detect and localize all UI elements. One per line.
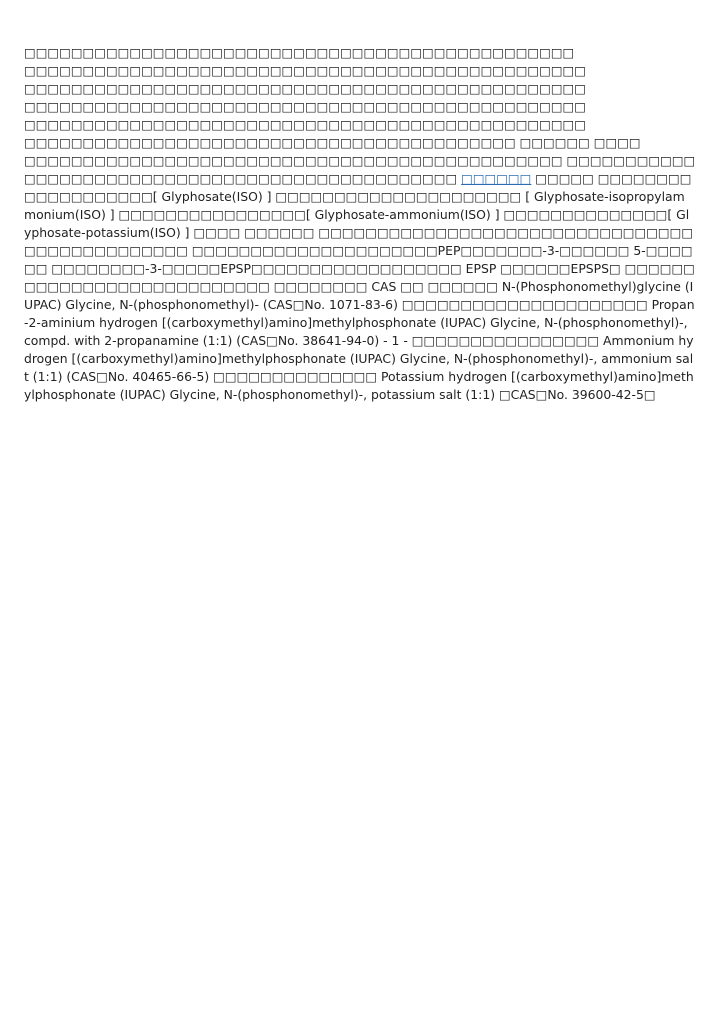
document-link[interactable]: □□□□□□ [461, 171, 532, 186]
text-line: □□□□□□□□□□□□□□□□□□□□□□□□□□□□□□□□□□□□□□□□□□ □□□□□□ □□□□ [24, 135, 641, 150]
paragraph-rest-text: □□□□□ □□□□□□□□□□□□□□□□□□□[ Glyphosate(ISO) ] □□□□□□□□□□□□□□□□□□□□□ [ Glyphosate-isopropylammonium(ISO) ] □□□□□□□□□□□□□□□□[ Glyphosate-ammonium(ISO) ] □□□□□□□□□□□□□□[ Glyphosate-potassium(ISO) ] □□□□ □□□□□□ □□□□□□□□□□□□□□□□□□□□□□□□□□□□□□□□□□□□□□□□□□□□□□ □□□□□□□□□□□□□□□□□□□□□PEP□□□□□□□-3-□□□□□□ 5-□□□□□□ □□□□□□□□-3-□□□□□EPSP□□□□□□□□□□□□□□□□□□ EPSP □□□□□□EPSPS□ □□□□□□□□□□□□□□□□□□□□□□□□□□□ □□□□□□□□ CAS □□ □□□□□□ N-(Phosphonomethyl)glycine (IUPAC) Glycine, N-(phosphonomethyl)- (CAS□No. 1071-83-6) □□□□□□□□□□□□□□□□□□□□□ Propan-2-aminium hydrogen [(carboxymethyl)amino]methylphosphonate (IUPAC) Glycine, N-(phosphonomethyl)-, compd. with 2-propanamine (1:1) (CAS□No. 38641-94-0) - 1 - □□□□□□□□□□□□□□□□ Ammonium hydrogen [(carboxymethyl)amino]methylphosphonate (IUPAC) Glycine, N-(phosphonomethyl)-, ammonium salt (1:1) (CAS□No. 40465-66-5) □□□□□□□□□□□□□□ Potassium hydrogen [(carboxymethyl)amino]methylphosphonate (IUPAC) Glycine, N-(phosphonomethyl)-, potassium salt (1:1) □CAS□No. 39600-42-5□ [24, 171, 695, 402]
paragraph-start-text: □□□□□□□□□□□□□□□□□□□□□□□□□□□□□□□□□□□□□□□□□□□□□□ □□□□□□□□□□□□□□□□□□□□□□□□□□□□□□□□□□□□□□□□□□□□□□□□ [24, 153, 696, 186]
body-paragraph [24, 152, 696, 404]
text-line: □□□□□□□□□□□□□□□□□□□□□□□□□□□□□□□□□□□□□□□□□□□□□□□□ [24, 63, 586, 78]
text-line: □□□□□□□□□□□□□□□□□□□□□□□□□□□□□□□□□□□□□□□□□□□□□□□□ [24, 81, 586, 96]
text-line: □□□□□□□□□□□□□□□□□□□□□□□□□□□□□□□□□□□□□□□□□□□□□□□□ [24, 99, 586, 114]
document-body [24, 44, 696, 404]
text-line: □□□□□□□□□□□□□□□□□□□□□□□□□□□□□□□□□□□□□□□□□□□□□□□□ [24, 117, 586, 132]
text-line: □□□□□□□□□□□□□□□□□□□□□□□□□□□□□□□□□□□□□□□□□□□□□□□ [24, 45, 575, 60]
